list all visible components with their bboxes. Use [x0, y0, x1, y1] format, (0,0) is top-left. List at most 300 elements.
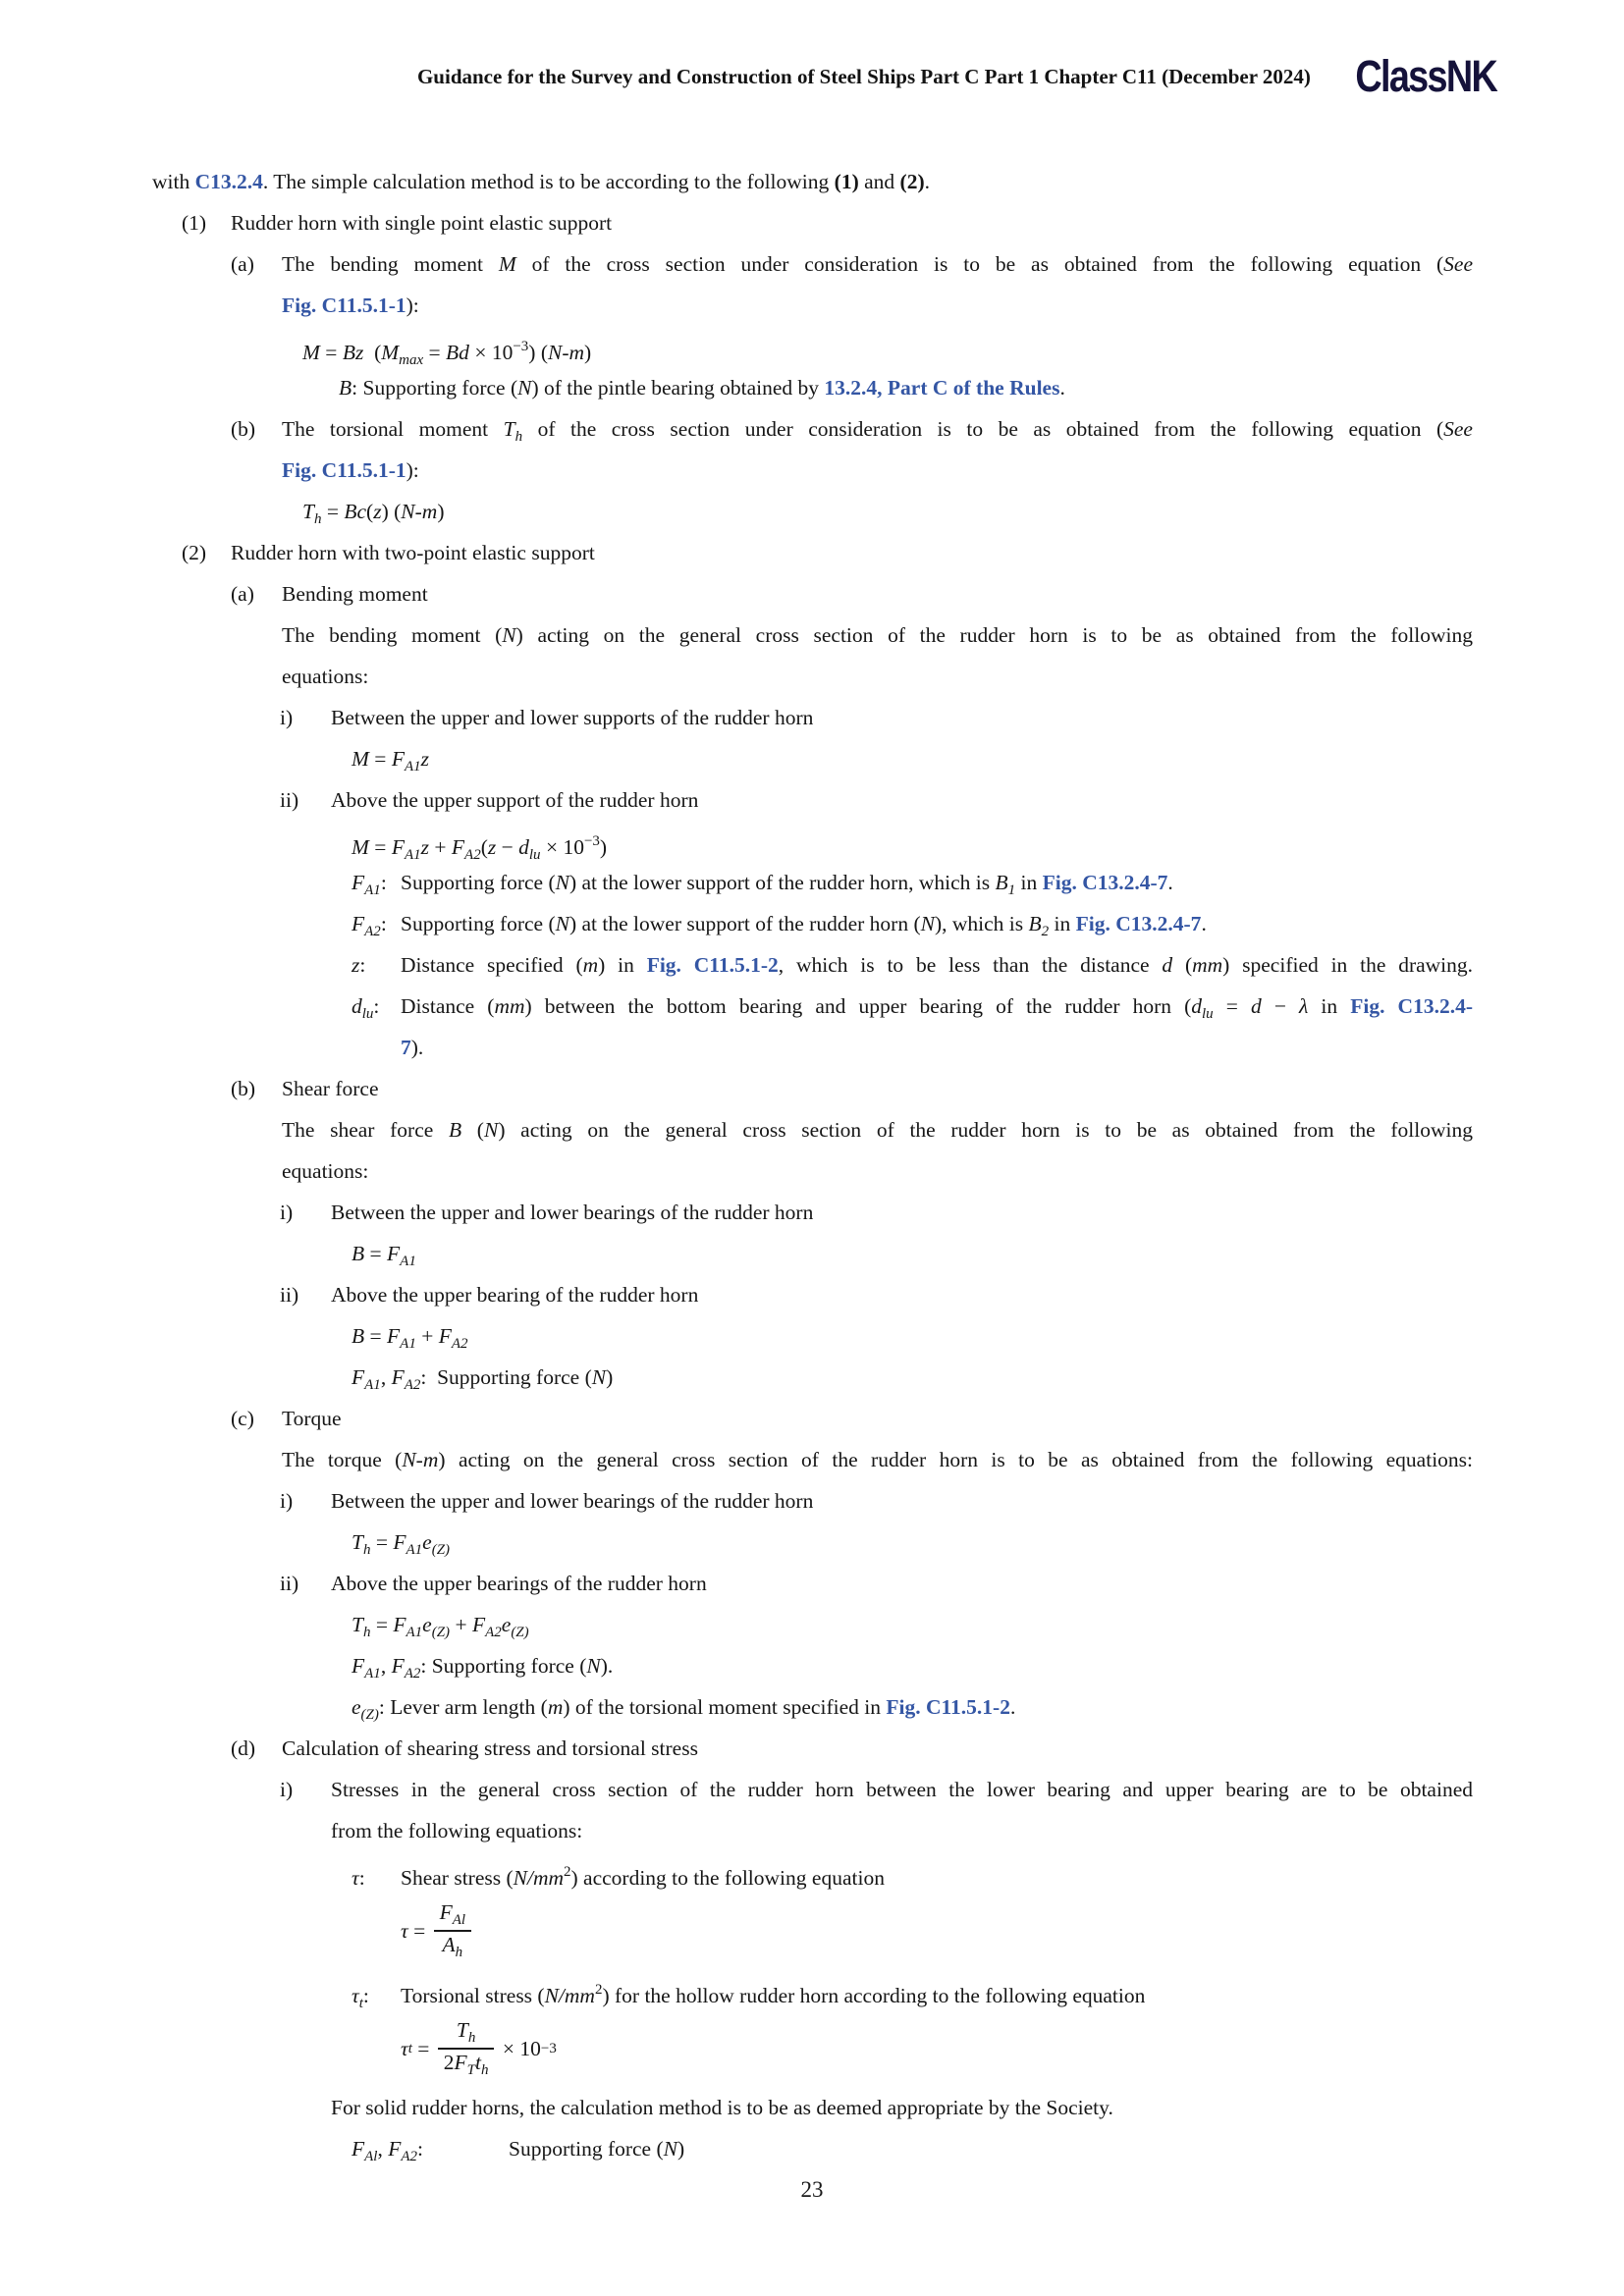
text-run: = [364, 1324, 388, 1348]
text-run: = [370, 1613, 394, 1636]
text-run: ): [406, 294, 419, 317]
math-subscript: 1 [1007, 882, 1016, 898]
math-variable: F [451, 835, 465, 859]
text-run: The torque ( [282, 1448, 403, 1471]
fraction-denominator [434, 1932, 471, 1961]
text-run: (b) [231, 417, 256, 441]
text-run: Stresses in the general cross section of the rudder horn between the lower bearing and upper bearing are to be obtained [331, 1778, 1473, 1801]
text-run: = [370, 1530, 394, 1554]
text-run: : Lever arm length ( [378, 1695, 548, 1719]
math-subscript: t [407, 2040, 412, 2056]
math-subscript: h [313, 511, 322, 527]
equation-fraction-line [401, 2010, 1624, 2087]
math-variable: N [517, 376, 532, 400]
math-variable: d [1191, 994, 1203, 1018]
line-content [331, 1192, 813, 1233]
text-run: equations: [282, 1159, 369, 1183]
math-subscript: h [455, 1945, 463, 1960]
math-variable: τ [352, 1866, 359, 1890]
page-number: 23 [800, 2177, 824, 2202]
math-superscript: 2 [564, 1864, 571, 1880]
math-superscript: 2 [594, 1982, 603, 1998]
line-content [401, 1851, 885, 1898]
math-variable: F [471, 1613, 486, 1636]
math-variable: M [498, 252, 516, 276]
item-label [182, 202, 231, 243]
text-run: The shear force [282, 1118, 449, 1142]
labeled-line [231, 573, 1624, 614]
doc-line [302, 491, 1624, 532]
math-subscript: (Z) [360, 1707, 379, 1723]
text-run: : [358, 1866, 365, 1890]
math-subscript: max [399, 352, 424, 368]
labeled-line [231, 1728, 1624, 1769]
item-label [352, 944, 401, 986]
math-variable: d [1250, 994, 1262, 1018]
text-run: i) [280, 1778, 294, 1801]
text-run: of the cross section under consideration is to be as obtained from the following equation ( [522, 417, 1444, 441]
text-run: + [415, 1324, 439, 1348]
doc-line [352, 1315, 1624, 1357]
math-subscript: A1 [406, 1542, 423, 1558]
text-run: i) [280, 706, 294, 729]
math-variable: B [339, 376, 352, 400]
text-run: ): [406, 458, 419, 482]
text-run: ) [606, 1365, 614, 1389]
doc-line [282, 1150, 1624, 1192]
item-label [280, 1563, 331, 1604]
line-content [401, 1900, 474, 1962]
text-run: ) in [598, 953, 647, 977]
math-subscript: Al [364, 2149, 378, 2164]
text-run: : [380, 871, 387, 894]
math-variable: N-m [548, 341, 585, 364]
text-run: . [1201, 912, 1207, 935]
text-run: Above the upper support of the rudder horn [331, 788, 699, 812]
item-label [231, 1068, 282, 1109]
text-run: (b) [231, 1077, 256, 1100]
math-variable: Bc [344, 500, 367, 523]
math-superscript: −3 [540, 2040, 557, 2056]
text-run: × 10 [468, 341, 514, 364]
labeled-line [352, 986, 1473, 1027]
labeled-line [352, 1851, 1624, 1893]
math-variable: mm [1192, 953, 1223, 977]
math-subscript: (Z) [511, 1625, 529, 1640]
math-variable: z [420, 747, 429, 771]
math-subscript: lu [1202, 1006, 1214, 1022]
math-variable: B [995, 871, 1008, 894]
math-variable: F [387, 1324, 401, 1348]
line-content [282, 1728, 698, 1769]
labeled-line [280, 1769, 1473, 1810]
math-subscript: (Z) [431, 1542, 451, 1558]
text-run: , [380, 1654, 392, 1678]
item-label [352, 986, 401, 1035]
text-run: ) specified in the drawing. [1222, 953, 1474, 977]
line-content [282, 656, 368, 697]
text-run: and [858, 170, 900, 193]
line-content [231, 202, 612, 243]
text-run: 2 [443, 2051, 455, 2074]
math-variable: F [352, 871, 365, 894]
math-subscript: T [466, 2062, 475, 2078]
text-run: (a) [231, 582, 254, 606]
text-run: : [373, 994, 380, 1018]
text-run: = [319, 341, 343, 364]
labeled-line [352, 1969, 1624, 2010]
doc-line [352, 821, 1624, 862]
cross-reference-link[interactable]: Fig. C11.5.1-2 [886, 1695, 1010, 1719]
math-superscript: −3 [583, 833, 600, 849]
math-subscript: A2 [464, 847, 481, 863]
math-variable: F [393, 1530, 406, 1554]
math-variable: N [502, 623, 516, 647]
labeled-line [182, 202, 1624, 243]
math-subscript: h [480, 2062, 489, 2078]
math-subscript: h [467, 2029, 476, 2046]
labeled-line [231, 1068, 1624, 1109]
item-label [280, 1274, 331, 1315]
line-content [331, 1769, 1473, 1810]
labeled-line [352, 862, 1624, 903]
math-variable: F [388, 2137, 402, 2161]
text-run: ) ( [381, 500, 402, 523]
text-run: ii) [280, 788, 299, 812]
line-content [282, 1439, 1473, 1480]
text-run: Distance specified ( [401, 953, 583, 977]
math-variable: T [302, 500, 314, 523]
cross-reference-link[interactable]: Fig. C11.5.1-2 [646, 953, 779, 977]
line-content [282, 1109, 1473, 1150]
text-run: ) [437, 500, 445, 523]
line-content [401, 944, 1473, 986]
math-variable: N/mm [513, 1866, 565, 1890]
text-run: ( [461, 1118, 484, 1142]
math-variable: N [555, 912, 569, 935]
math-subscript: (Z) [431, 1625, 451, 1640]
text-run: i) [280, 1201, 294, 1224]
line-content [282, 243, 1473, 285]
math-variable: T [503, 417, 515, 441]
text-run: ), which is [934, 912, 1029, 935]
math-variable: F [439, 1899, 453, 1924]
math-variable: τ [401, 2036, 408, 2060]
text-run: − [1261, 994, 1300, 1018]
math-subscript: A1 [404, 759, 421, 774]
bold-text-run: (2) [899, 170, 925, 193]
line-content [282, 1068, 378, 1109]
text-run: Above the upper bearing of the rudder horn [331, 1283, 699, 1307]
text-run: ). [410, 1036, 424, 1059]
bold-text-run: (1) [834, 170, 859, 193]
text-run: × 10 [497, 2036, 541, 2060]
text-run: ) ( [528, 341, 548, 364]
text-run: : Supporting force ( [352, 376, 518, 400]
text-run: (d) [231, 1736, 256, 1760]
equation-fraction-line [401, 1893, 1624, 1969]
math-variable: F [454, 2051, 467, 2074]
text-run: ) according to the following equation [570, 1866, 885, 1890]
text-run: Supporting force ( [509, 2137, 664, 2161]
item-label [352, 1857, 401, 1898]
text-run: = [1213, 994, 1251, 1018]
text-run: , [380, 1365, 392, 1389]
text-run: ) of the pintle bearing obtained by [531, 376, 825, 400]
math-variable: m [547, 1695, 564, 1719]
math-variable: m [582, 953, 599, 977]
text-run: ( [480, 835, 488, 859]
fraction [438, 2018, 495, 2080]
doc-line [352, 1522, 1624, 1563]
text-run: Shear force [282, 1077, 379, 1100]
line-content [401, 1969, 1145, 2016]
item-label [280, 1769, 331, 1810]
math-variable: T [352, 1530, 363, 1554]
cross-reference-link[interactable]: Fig. C13.2.4-7 [1075, 912, 1202, 935]
doc-line [352, 1357, 1624, 1398]
math-variable: F [393, 1613, 406, 1636]
text-run: ) [677, 2137, 685, 2161]
cross-reference-link[interactable]: Fig. C11.5.1-1 [282, 294, 406, 317]
line-content [282, 285, 419, 326]
line-content [509, 2128, 684, 2169]
math-variable: See [1443, 417, 1473, 441]
math-subscript: 2 [1041, 924, 1050, 939]
math-variable: M [352, 835, 369, 859]
text-run: with [152, 170, 195, 193]
doc-line [401, 1027, 1624, 1068]
doc-line [352, 1604, 1624, 1645]
text-run: : Supporting force ( [420, 1654, 587, 1678]
math-subscript: h [362, 1625, 371, 1640]
fraction-numerator [438, 2018, 495, 2050]
text-run: : [362, 1984, 369, 2007]
text-run: ). [600, 1654, 614, 1678]
labeled-line [352, 944, 1473, 986]
item-label [182, 532, 231, 573]
math-variable: λ [1299, 994, 1309, 1018]
math-variable: d [518, 835, 529, 859]
math-subscript: A1 [400, 1336, 416, 1352]
math-subscript: A2 [485, 1625, 502, 1640]
cross-reference-link[interactable]: C13.2.4 [194, 170, 263, 193]
math-variable: F [438, 1324, 452, 1348]
text-run: ) acting on the general cross section of the rudder horn is to be as obtained from the following [515, 623, 1473, 647]
labeled-line [280, 1274, 1624, 1315]
math-variable: F [352, 1365, 365, 1389]
doc-line [282, 450, 1624, 491]
labeled-line [280, 779, 1624, 821]
line-content [282, 573, 428, 614]
text-run: Rudder horn with single point elastic support [231, 211, 613, 235]
text-run: = [321, 500, 345, 523]
math-subscript: A2 [364, 924, 381, 939]
math-variable: See [1443, 252, 1473, 276]
math-variable: N-m [402, 1448, 439, 1471]
line-content [401, 2018, 557, 2080]
line-content [331, 2087, 1113, 2128]
doc-line [339, 367, 1624, 408]
text-run: ) at the lower support of the rudder horn, which is [568, 871, 996, 894]
math-subscript: A2 [404, 1666, 421, 1682]
math-variable: T [456, 2017, 468, 2042]
math-variable: z [420, 835, 429, 859]
math-subscript: h [362, 1542, 371, 1558]
doc-line [282, 285, 1624, 326]
math-variable: F [391, 835, 405, 859]
text-run: Shear stress ( [401, 1866, 514, 1890]
header-title: Guidance for the Survey and Construction of Steel Ships Part C Part 1 Chapter C11 (December 2024) [416, 64, 1311, 88]
labeled-line [231, 1398, 1624, 1439]
text-run: . [1167, 871, 1173, 894]
text-run: = [368, 835, 392, 859]
text-run: i) [280, 1489, 294, 1513]
text-run: (2) [182, 541, 207, 564]
item-label [280, 1192, 331, 1233]
item-label [231, 1398, 282, 1439]
text-run: in [1049, 912, 1076, 935]
text-run: Between the upper and lower bearings of the rudder horn [331, 1201, 814, 1224]
math-variable: e [352, 1695, 361, 1719]
math-subscript: A1 [364, 1377, 381, 1393]
cross-reference-link[interactable]: 7 [401, 1036, 411, 1059]
item-label [352, 1975, 401, 2024]
labeled-line [280, 1480, 1624, 1522]
text-run: The torsional moment [282, 417, 504, 441]
labeled-line [231, 408, 1473, 450]
math-variable: z [487, 835, 497, 859]
math-variable: F [352, 1654, 365, 1678]
cross-reference-link[interactable]: Fig. C11.5.1-1 [282, 458, 406, 482]
text-run: in [1015, 871, 1043, 894]
math-variable: F [387, 1242, 401, 1265]
math-variable: d [352, 994, 362, 1018]
labeled-line [231, 243, 1473, 285]
math-variable: z [352, 953, 360, 977]
math-subscript: A1 [400, 1254, 416, 1269]
text-run: . [924, 170, 930, 193]
text-run: ( [366, 500, 374, 523]
math-subscript: lu [361, 1006, 374, 1022]
text-run: = [423, 341, 447, 364]
math-variable: N [483, 1118, 499, 1142]
text-run: + [450, 1613, 472, 1636]
math-variable: N [586, 1654, 601, 1678]
text-run: : [359, 953, 366, 977]
text-run: from the following equations: [331, 1819, 583, 1842]
text-run: : Supporting force ( [420, 1365, 592, 1389]
math-variable: e [422, 1530, 432, 1554]
line-content [331, 1274, 698, 1315]
text-run: = [368, 747, 392, 771]
math-variable: Bz [342, 341, 364, 364]
text-run: , [377, 2137, 389, 2161]
text-run: Calculation of shearing stress and torsional stress [282, 1736, 698, 1760]
text-run: Torsional stress ( [401, 1984, 545, 2007]
cross-reference-link[interactable]: Fig. C13.2.4-7 [1042, 871, 1168, 894]
line-content [401, 1027, 423, 1068]
text-run: ) for the hollow rudder horn according to the following equation [602, 1984, 1146, 2007]
classnk-logo: ClassNK [1355, 51, 1496, 101]
line-content [331, 1480, 813, 1522]
text-run: (c) [231, 1407, 254, 1430]
doc-line [352, 738, 1624, 779]
doc-line [352, 1645, 1624, 1686]
doc-line [282, 656, 1624, 697]
text-run: ) between the bottom bearing and upper bearing of the rudder horn ( [524, 994, 1192, 1018]
cross-reference-link[interactable]: Fig. C13.2.4- [1350, 994, 1473, 1018]
page-footer [0, 2177, 1624, 2203]
line-content [339, 367, 1065, 408]
text-run: Between the upper and lower bearings of the rudder horn [331, 1489, 814, 1513]
text-run: Between the upper and lower supports of the rudder horn [331, 706, 814, 729]
line-content [331, 1563, 707, 1604]
item-label [280, 779, 331, 821]
text-run: (1) [182, 211, 207, 235]
text-run: Supporting force ( [401, 871, 556, 894]
text-run: ) acting on the general cross section of the rudder horn is to be as obtained from the following [498, 1118, 1473, 1142]
text-run: : [380, 912, 387, 935]
text-run: of the cross section under consideration is to be as obtained from the following equation ( [515, 252, 1444, 276]
math-variable: B [352, 1324, 365, 1348]
math-subscript: A2 [451, 1336, 468, 1352]
math-subscript: A1 [406, 1625, 423, 1640]
text-run: Above the upper bearings of the rudder horn [331, 1572, 707, 1595]
doc-line [331, 1810, 1624, 1851]
labeled-line [182, 532, 1624, 573]
math-variable: M [352, 747, 369, 771]
text-run: ) [584, 341, 592, 364]
cross-reference-link[interactable]: 13.2.4, Part C of the Rules [824, 376, 1060, 400]
text-run: in [1308, 994, 1351, 1018]
text-run: , which is to be less than the distance [778, 953, 1163, 977]
doc-line [352, 1686, 1624, 1728]
text-run: The bending moment [282, 252, 499, 276]
math-variable: N/mm [544, 1984, 595, 2007]
math-superscript: −3 [513, 339, 529, 354]
math-variable: F [352, 2137, 365, 2161]
math-subscript: t [358, 1996, 363, 2011]
line-content [282, 450, 419, 491]
doc-line [302, 326, 1624, 367]
line-content [152, 161, 930, 202]
item-label [280, 697, 331, 738]
math-subscript: A1 [404, 847, 421, 863]
math-variable: F [391, 1365, 405, 1389]
item-label [231, 573, 282, 614]
math-subscript: Al [452, 1911, 466, 1928]
text-run: ( [1172, 953, 1193, 977]
doc-line [152, 161, 1624, 202]
doc-line [352, 1233, 1624, 1274]
line-content [331, 779, 698, 821]
fraction-numerator [434, 1900, 471, 1932]
math-variable: B [352, 1242, 365, 1265]
math-variable: N [920, 912, 935, 935]
math-variable: Bd [446, 341, 469, 364]
text-run: equations: [282, 665, 369, 688]
text-run: : [417, 2137, 424, 2161]
text-run: ii) [280, 1572, 299, 1595]
text-run: + [429, 835, 452, 859]
line-content [331, 697, 813, 738]
math-subscript: A1 [364, 1666, 381, 1682]
fraction-denominator [438, 2050, 495, 2079]
item-label [231, 408, 282, 450]
math-variable: N-m [401, 500, 438, 523]
text-run: . The simple calculation method is to be according to the following [262, 170, 835, 193]
